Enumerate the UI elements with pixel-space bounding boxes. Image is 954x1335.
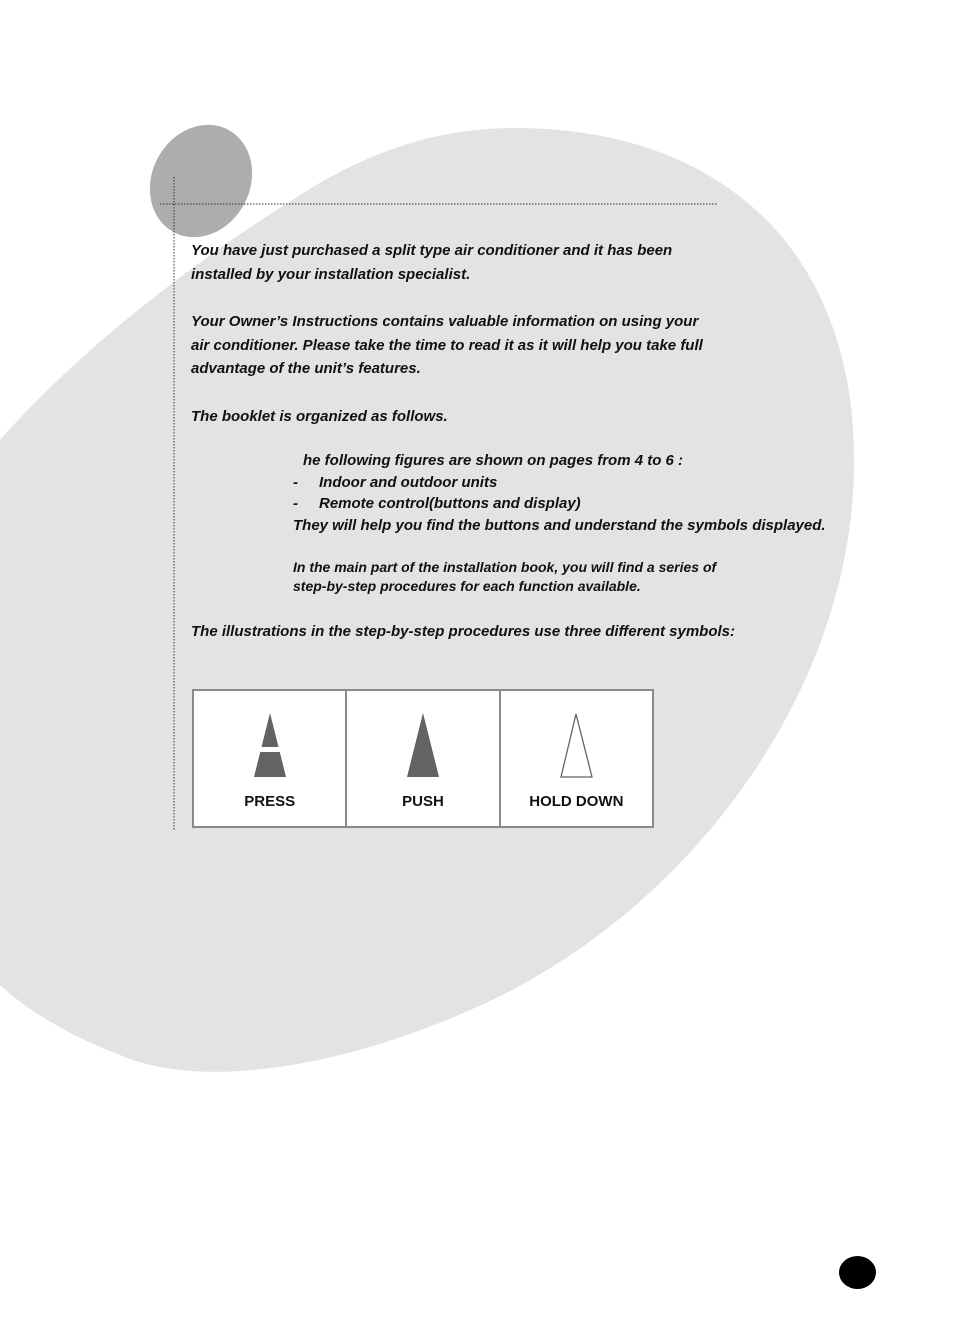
symbol-cell-push bbox=[346, 690, 499, 827]
symbol-cell-hold-down bbox=[500, 690, 653, 827]
symbol-label: PRESS bbox=[244, 793, 296, 810]
organized-text: The booklet is organized as follows. bbox=[191, 408, 448, 425]
main-part-line-1: In the main part of the installation book, you will find a series of bbox=[293, 559, 717, 575]
intro-line-2: installed by your installation specialist. bbox=[191, 266, 471, 283]
symbol-cell-press bbox=[193, 690, 346, 827]
main-part-line-2: step-by-step procedures for each function available. bbox=[293, 578, 641, 594]
intro-line-1: You have just purchased a split type air conditioner and it has been bbox=[191, 242, 673, 259]
illustrations-text: The illustrations in the step-by-step procedures use three different symbols: bbox=[191, 623, 735, 640]
figures-help: They will help you find the buttons and understand the symbols displayed. bbox=[293, 517, 826, 534]
instructions-line-3: advantage of the unit’s features. bbox=[191, 360, 421, 377]
page-number-dot bbox=[839, 1256, 876, 1289]
list-dash: - bbox=[293, 474, 298, 491]
symbol-label: PUSH bbox=[402, 793, 444, 810]
list-item bbox=[293, 472, 497, 493]
push-icon bbox=[403, 713, 443, 779]
press-icon bbox=[250, 713, 290, 779]
figures-heading: he following figures are shown on pages from 4 to 6 : bbox=[303, 452, 684, 469]
symbol-label: HOLD DOWN bbox=[529, 793, 624, 810]
list-dash: - bbox=[293, 495, 298, 512]
list-item-text: Remote control(buttons and display) bbox=[319, 495, 581, 512]
instructions-line-1: Your Owner’s Instructions contains valuable information on using your bbox=[191, 313, 699, 330]
list-item bbox=[293, 493, 581, 514]
hold-down-icon bbox=[556, 713, 596, 779]
symbols-table bbox=[192, 689, 654, 828]
list-item-text: Indoor and outdoor units bbox=[319, 474, 498, 491]
instructions-line-2: air conditioner. Please take the time to read it as it will help you take full bbox=[191, 337, 703, 354]
